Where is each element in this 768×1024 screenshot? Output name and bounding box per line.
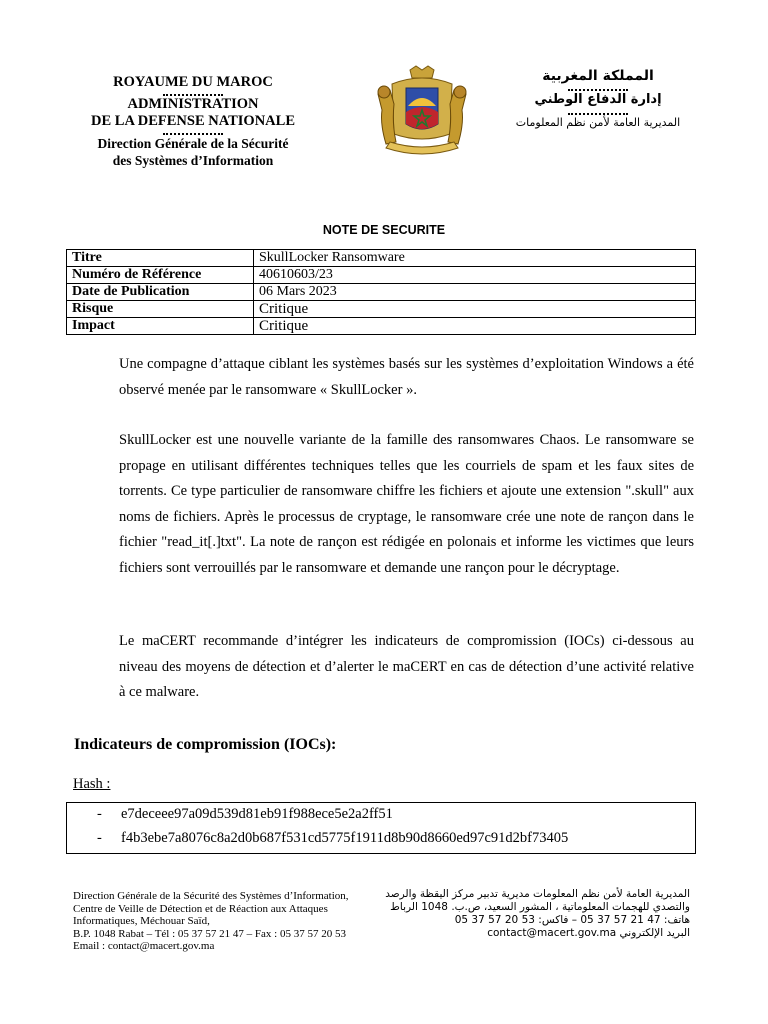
- header-fr-line5: des Systèmes d’Information: [112, 152, 274, 168]
- footer-ar-line: هاتف: 47 21 57 37 05 – فاكس: 53 20 57 37 05: [454, 914, 690, 926]
- list-item: [97, 829, 568, 847]
- list-dash: -: [97, 830, 102, 846]
- paragraph-intro: Une compagne d’attaque ciblant les systèmes basés sur les systèmes d’exploitation Windows a été observé menée par le ransomware « SkullLocker ».: [119, 356, 694, 398]
- hash-label: Hash :: [73, 776, 111, 792]
- footer-fr-line: B.P. 1048 Rabat – Tél : 05 37 57 21 47 – Fax : 05 37 57 20 53: [73, 927, 346, 940]
- header-fr-line2: ADMINISTRATION: [127, 95, 259, 112]
- note-title: NOTE DE SECURITE: [322, 223, 446, 237]
- table-row: [67, 284, 696, 301]
- paragraph-recommendation: Le maCERT recommande d’intégrer les indicateurs de compromission (IOCs) ci-dessous au niveau des moyens de détection et d’alerter le maCERT en cas de détection d’une activité relative à ce malware.: [119, 633, 694, 700]
- hash-value: f4b3ebe7a8076c8a2d0b687f531cd5775f1911d8b90d8660ed97c91d2bf73405: [121, 830, 569, 846]
- metadata-table: [66, 249, 696, 335]
- footer-fr-line: Direction Générale de la Sécurité des Systèmes d’Information,: [73, 890, 349, 902]
- meta-value: SkullLocker Ransomware: [254, 250, 696, 267]
- footer-fr-line: Centre de Veille de Détection et de Réaction aux Attaques: [73, 902, 328, 915]
- meta-value: 06 Mars 2023: [254, 284, 696, 301]
- ioc-section-title: Indicateurs de compromission (IOCs):: [74, 736, 337, 753]
- hash-value: e7deceee97a09d539d81eb91f988ece5e2a2ff51: [121, 806, 393, 822]
- meta-key: Impact: [67, 318, 254, 335]
- meta-key: Date de Publication: [67, 284, 254, 301]
- table-row: [67, 318, 696, 335]
- header-fr-line1: ROYAUME DU MAROC: [113, 74, 273, 90]
- table-row: [67, 250, 696, 267]
- header-fr-line4: Direction Générale de la Sécurité: [97, 135, 289, 151]
- header-arabic: [478, 66, 718, 132]
- table-row: [67, 267, 696, 284]
- header-ar-line1: المملكة المغربية: [542, 68, 654, 84]
- header-ar-line3: المديرية العامة لأمن نظم المعلومات: [515, 116, 681, 129]
- header-ar-line2: إدارة الدفاع الوطني: [534, 92, 662, 107]
- list-dash: -: [97, 806, 102, 822]
- footer-fr-line: Email : contact@macert.gov.ma: [73, 940, 215, 952]
- moroccan-coat-of-arms-icon: [372, 64, 472, 160]
- footer-fr-line: Informatiques, Méchouar Saïd,: [73, 915, 210, 927]
- footer-ar-line: المديرية العامة لأمن نظم المعلومات مديرية تدبير مركز اليقظة والرصد: [385, 888, 690, 900]
- meta-value: Critique: [254, 301, 696, 318]
- footer-ar-line: البريد الإلكتروني contact@macert.gov.ma: [487, 927, 690, 939]
- hash-list: [66, 802, 696, 854]
- header-fr-line3: DE LA DEFENSE NATIONALE: [91, 113, 295, 129]
- footer-arabic: [385, 888, 690, 940]
- meta-key: Titre: [67, 250, 254, 267]
- paragraph-description: SkullLocker est une nouvelle variante de la famille des ransomwares Chaos. Le ransomware se propage en utilisant différentes techniques telles que les courriels de spam et les faux sites de torrents. Ce type particulier de ransomware chiffre les fichiers et ajoute une extension ".skull" aux noms de fichiers. Après le processus de cryptage, le ransomware crée une note de rançon dans le fichier "read_it[.]txt". La note de rançon est rédigée en polonais et informe les victimes que leurs fichiers sont verrouillés par le ransomware et demande une rançon pour le décryptage.: [119, 432, 694, 576]
- meta-value: Critique: [254, 318, 696, 335]
- footer-french: [73, 890, 349, 953]
- meta-value: 40610603/23: [254, 267, 696, 284]
- table-row: [67, 301, 696, 318]
- meta-key: Risque: [67, 301, 254, 318]
- list-item: [97, 805, 393, 823]
- meta-key: Numéro de Référence: [67, 267, 254, 284]
- footer-ar-line: والتصدي للهجمات المعلوماتية ، المشور السعيد، ص.ب. 1048 الرباط: [390, 901, 690, 913]
- header-french: [60, 74, 326, 169]
